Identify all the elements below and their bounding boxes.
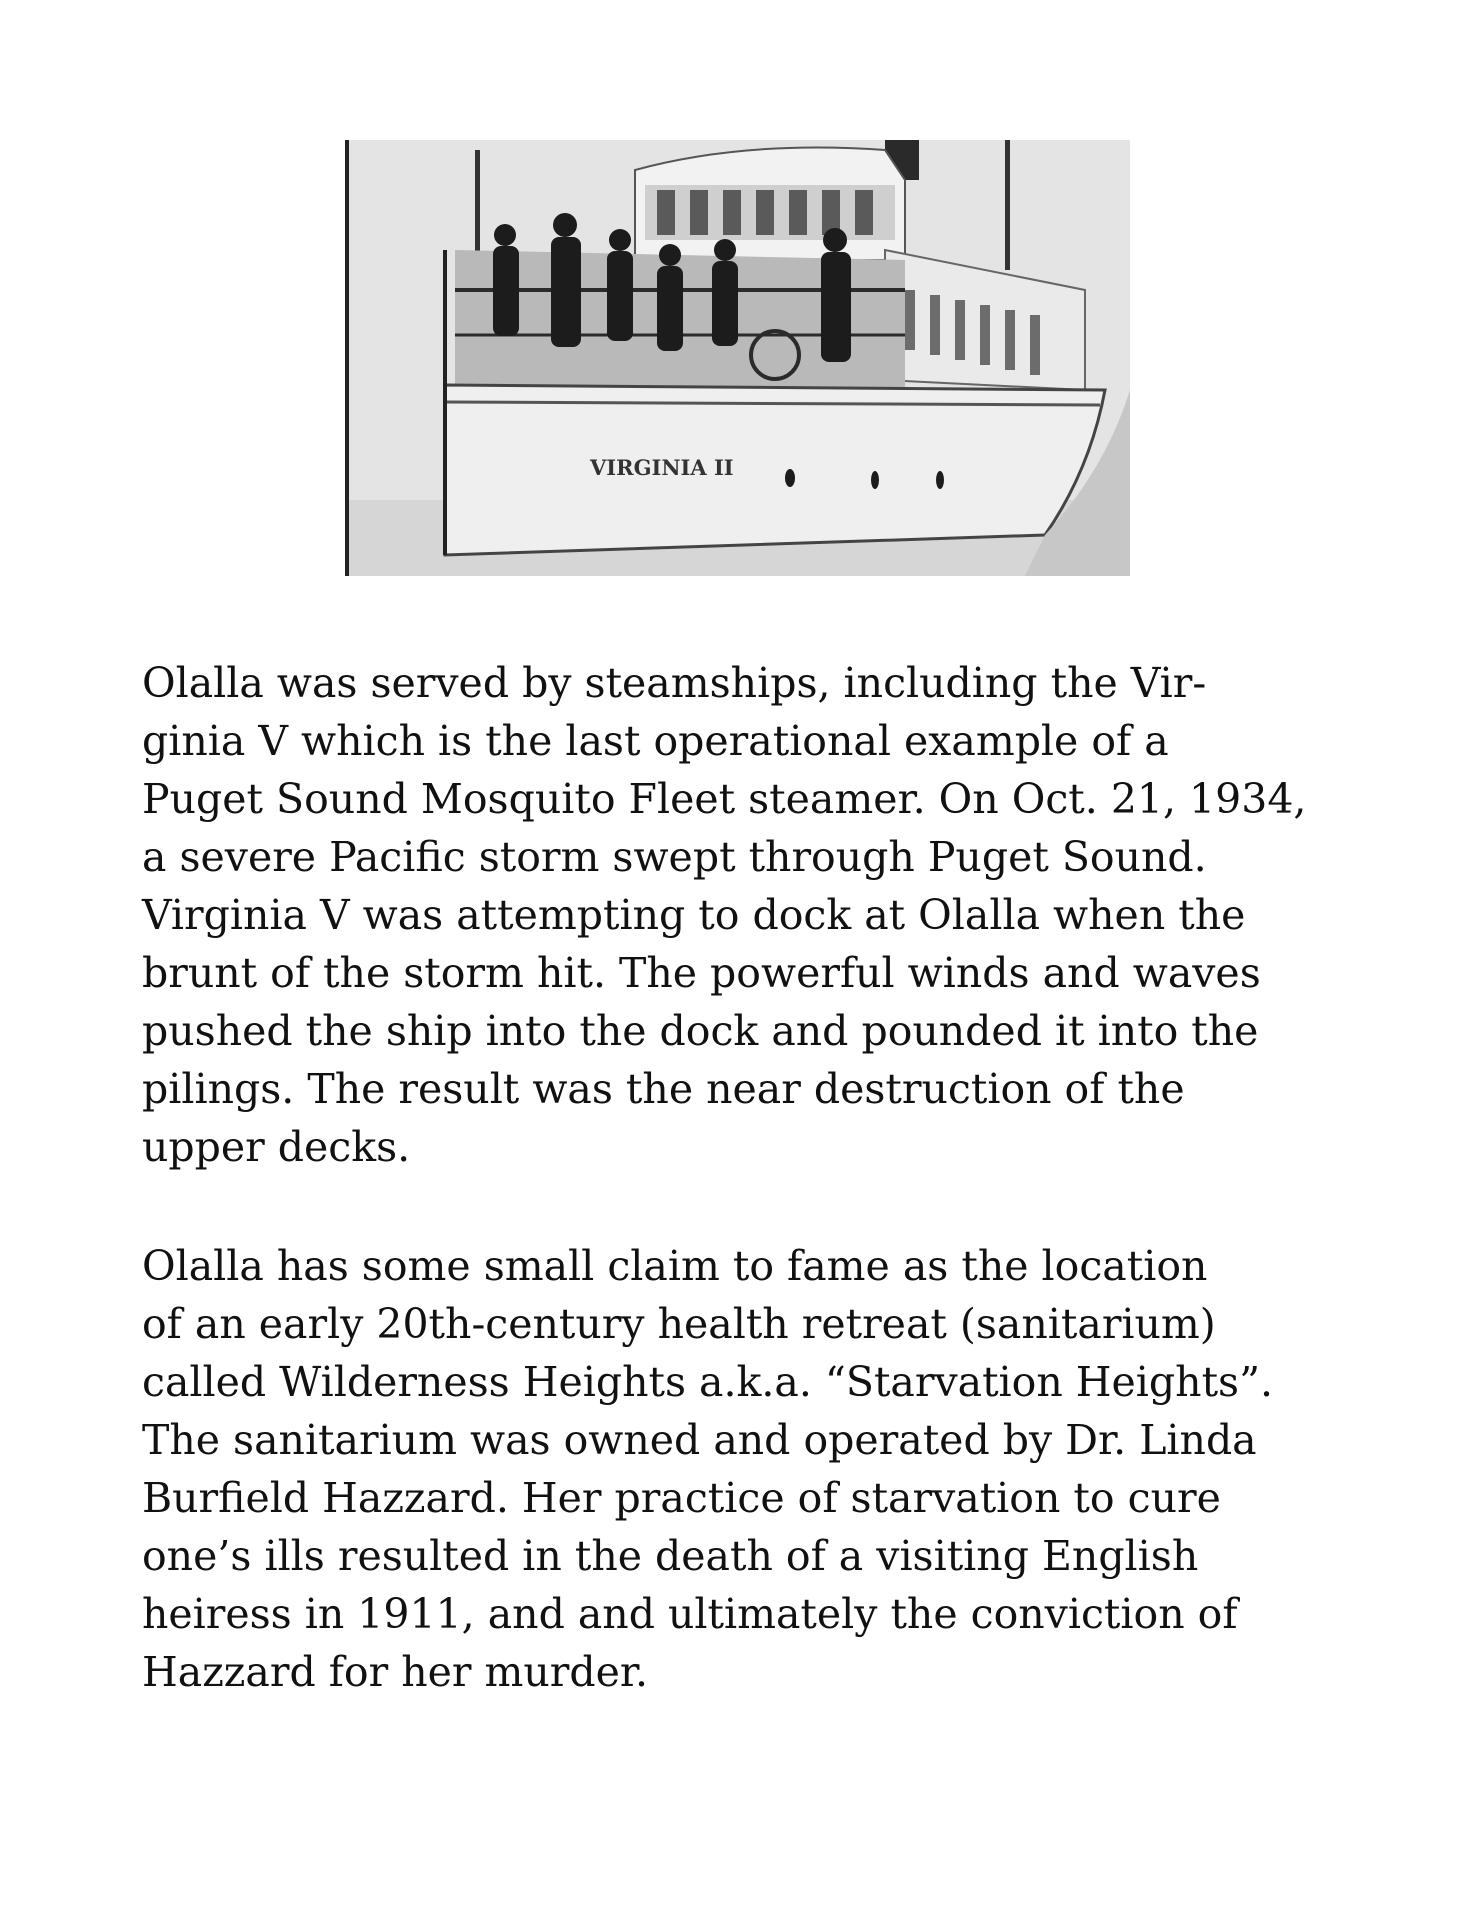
paragraph-line: Olalla has some small claim to fame as the location [142, 1242, 1208, 1290]
paragraph-steamships [142, 654, 1352, 1176]
paragraph-line: pilings. The result was the near destruction of the [142, 1065, 1185, 1113]
paragraph-line: pushed the ship into the dock and pounded it into the [142, 1007, 1259, 1055]
paragraph-line: Olalla was served by steamships, including the Vir- [142, 659, 1207, 707]
paragraph-line: The sanitarium was owned and operated by Dr. Linda [142, 1416, 1257, 1464]
paragraph-line: Burfield Hazzard. Her practice of starvation to cure [142, 1474, 1221, 1522]
paragraph-line: ginia V which is the last operational example of a [142, 717, 1169, 765]
hull-lettering: VIRGINIA II [590, 455, 734, 480]
paragraph-line: brunt of the storm hit. The powerful winds and waves [142, 949, 1261, 997]
steamship-photo [345, 140, 1130, 576]
paragraph-line: of an early 20th-century health retreat (sanitarium) [142, 1300, 1216, 1348]
paragraph-line: heiress in 1911, and and ultimately the conviction of [142, 1590, 1238, 1638]
paragraph-line: called Wilderness Heights a.k.a. “Starvation Heights”. [142, 1358, 1274, 1406]
paragraph-line: a severe Pacific storm swept through Puget Sound. [142, 833, 1207, 881]
paragraph-line: one’s ills resulted in the death of a visiting English [142, 1532, 1199, 1580]
paragraph-line: Hazzard for her murder. [142, 1648, 649, 1696]
paragraph-line: Puget Sound Mosquito Fleet steamer. On Oct. 21, 1934, [142, 775, 1307, 823]
paragraph-line: upper decks. [142, 1123, 411, 1171]
steamship-illustration [345, 140, 1130, 576]
paragraph-line: Virginia V was attempting to dock at Olalla when the [142, 891, 1246, 939]
paragraph-sanitarium [142, 1237, 1352, 1701]
